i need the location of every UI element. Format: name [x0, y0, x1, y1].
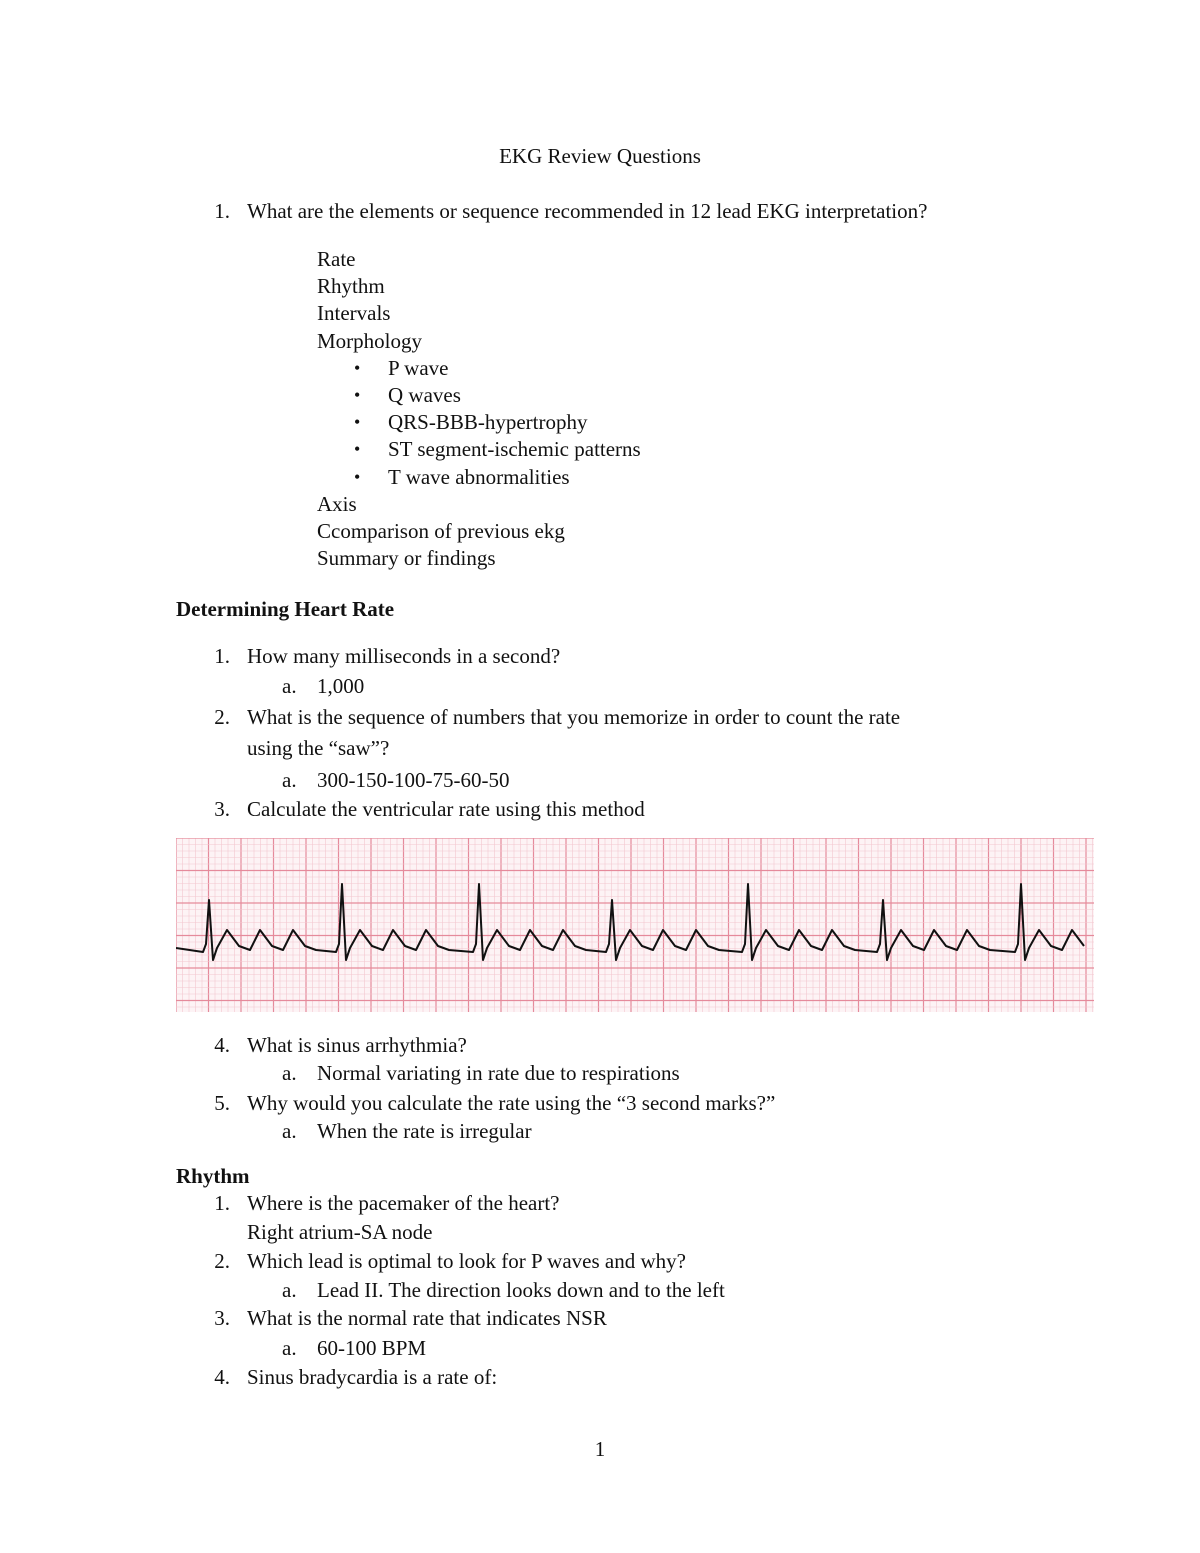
bullet-item: ST segment-ischemic patterns: [388, 437, 641, 461]
ekg-rhythm-strip: [176, 838, 1094, 1012]
list-item: Axis: [317, 492, 357, 516]
list-number: 3.: [214, 1306, 230, 1330]
bullet-icon: •: [354, 439, 361, 459]
answer-label: a.: [282, 1061, 297, 1085]
answer-text: Lead II. The direction looks down and to the left: [317, 1278, 725, 1302]
answer-text: 60-100 BPM: [317, 1336, 427, 1360]
list-item: Rate: [317, 247, 356, 271]
question-text: Why would you calculate the rate using the “3 second marks?”: [247, 1091, 776, 1115]
bullet-icon: •: [354, 412, 361, 432]
list-number: 1.: [214, 644, 230, 668]
question-text: Sinus bradycardia is a rate of:: [247, 1365, 498, 1389]
bullet-item: Q waves: [388, 383, 461, 407]
list-item: Intervals: [317, 301, 391, 325]
answer-label: a.: [282, 1278, 297, 1302]
list-number: 2.: [214, 1249, 230, 1273]
bullet-icon: •: [354, 385, 361, 405]
bullet-icon: •: [354, 358, 361, 378]
question-text: What is the sequence of numbers that you memorize in order to count the rate: [247, 705, 901, 729]
list-number: 1.: [214, 1191, 230, 1215]
list-number: 2.: [214, 705, 230, 729]
question-text: How many milliseconds in a second?: [247, 644, 561, 668]
page-title: EKG Review Questions: [499, 144, 701, 168]
list-number: 4.: [214, 1365, 230, 1389]
answer-text: 1,000: [317, 674, 365, 698]
bullet-item: P wave: [388, 356, 449, 380]
answer-text: 300-150-100-75-60-50: [317, 768, 510, 792]
list-item: Rhythm: [317, 274, 385, 298]
answer-label: a.: [282, 1119, 297, 1143]
list-number: 5.: [214, 1091, 230, 1115]
question-text: Where is the pacemaker of the heart?: [247, 1191, 560, 1215]
list-number: 4.: [214, 1033, 230, 1057]
list-item: Ccomparison of previous ekg: [317, 519, 565, 543]
question-text: What is the normal rate that indicates NSR: [247, 1306, 607, 1330]
question-text: Calculate the ventricular rate using this method: [247, 797, 645, 821]
list-number: 1.: [214, 199, 230, 223]
answer-text: Right atrium-SA node: [247, 1220, 433, 1244]
answer-label: a.: [282, 768, 297, 792]
list-number: 3.: [214, 797, 230, 821]
question-text: What are the elements or sequence recommended in 12 lead EKG interpretation?: [247, 199, 928, 223]
bullet-item: T wave abnormalities: [388, 465, 570, 489]
section-heading-rhythm: Rhythm: [176, 1164, 250, 1188]
question-text-continued: using the “saw”?: [247, 736, 390, 760]
bullet-icon: •: [354, 467, 361, 487]
question-text: What is sinus arrhythmia?: [247, 1033, 467, 1057]
answer-text: When the rate is irregular: [317, 1119, 532, 1143]
list-item: Morphology: [317, 329, 422, 353]
list-item: Summary or findings: [317, 546, 496, 570]
answer-label: a.: [282, 674, 297, 698]
page-number: 1: [594, 1437, 606, 1461]
section-heading-heart-rate: Determining Heart Rate: [176, 597, 395, 621]
bullet-item: QRS-BBB-hypertrophy: [388, 410, 588, 434]
question-text: Which lead is optimal to look for P waves and why?: [247, 1249, 686, 1273]
answer-text: Normal variating in rate due to respirations: [317, 1061, 680, 1085]
answer-label: a.: [282, 1336, 297, 1360]
